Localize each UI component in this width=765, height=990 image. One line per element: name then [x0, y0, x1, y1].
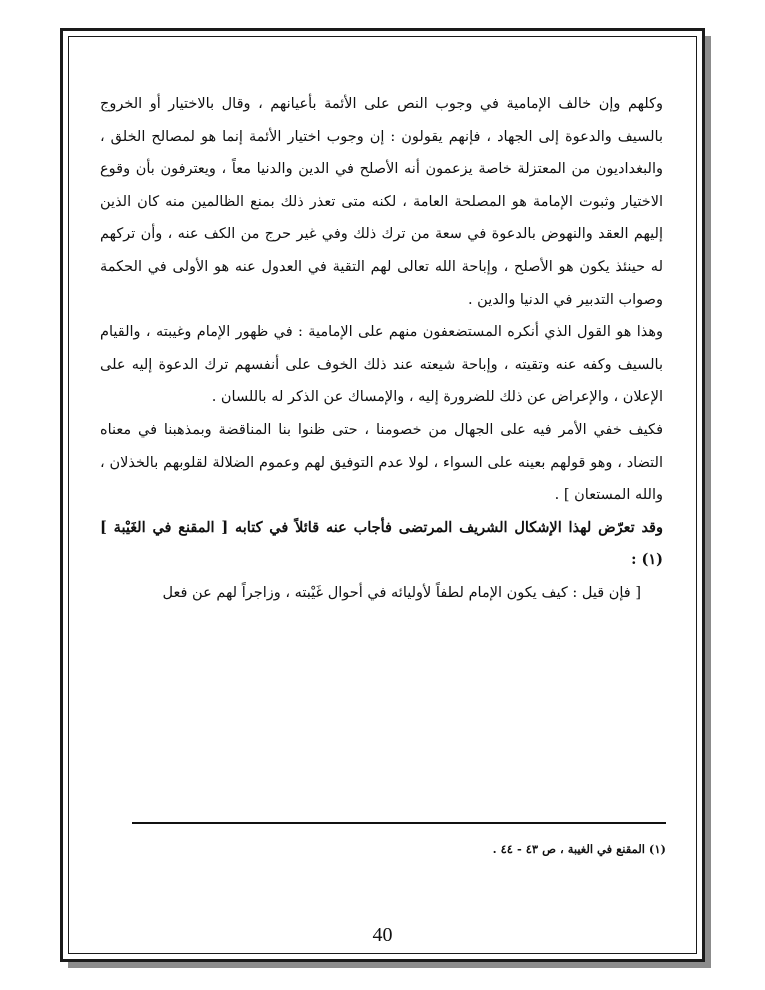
paragraph-1: وكلهم وإن خالف الإمامية في وجوب النص على الأئمة بأعيانهم ، وقال بالاختيار أو الخروج بالسيف والدعوة إلى الجهاد ، فإنهم يقولون : إن وجوب اختيار الأئمة إنما هو لمصالح الخلق ، والبغداديون من المعتزلة خاصة يزعمون أنه الأصلح في الدين والدنيا معاً ، ويعترفون بأن وقوع الاختيار وثبوت الإمامة هو المصلحة العامة ، لكنه متى تعذر ذلك بمنع الظالمين منه كان الذين إليهم العقد والنهوض بالدعوة في سعة من ترك ذلك وفي غير حرج من الكف عنه ، وأن تركهم له حينئذ يكون هو الأصلح ، وإباحة الله تعالى لهم التقية في العدول عنه هو الأولى في الحكمة وصواب التدبير في الدنيا والدين . [100, 96, 663, 308]
paragraph-3: فكيف خفي الأمر فيه على الجهال من خصومنا ، حتى ظنوا بنا المناقضة وبمذهبنا في معناه التضاد ، وهو قولهم بعينه على السواء ، لولا عدم التوفيق لهم وعموم الضلالة لقلوبهم بالخذلان ، والله المستعان ] . [100, 421, 663, 504]
page-number: 40 [372, 924, 393, 946]
footnote: (١) المقنع في الغيبة ، ص ٤٣ - ٤٤ . [492, 842, 666, 856]
paragraph-5-quote: [ فإن قيل : كيف يكون الإمام لطفاً لأوليائه في أحوال غَيْبته ، وزاجراً لهم عن فعل [162, 584, 641, 601]
paragraph-4-bold: وقد تعرّض لهذا الإشكال الشريف المرتضى فأجاب عنه قائلاً في كتابه [ المقنع في الغَيْبة ] (١) : [100, 518, 663, 569]
page-shadow-right [705, 36, 711, 968]
paragraph-2: وهذا هو القول الذي أنكره المستضعفون منهم على الإمامية : في ظهور الإمام وغيبته ، والقيام بالسيف وكفه عنه وتقيته ، وإباحة شيعته عند ذلك الخوف على أنفسهم ترك الدعوة إليه على الإعلان ، والإعراض عن ذلك للضرورة إليه ، والإمساك عن الذكر له باللسان . [100, 324, 663, 406]
footnote-separator [132, 822, 666, 824]
body-text [100, 88, 663, 610]
page-shadow-bottom [68, 962, 711, 968]
